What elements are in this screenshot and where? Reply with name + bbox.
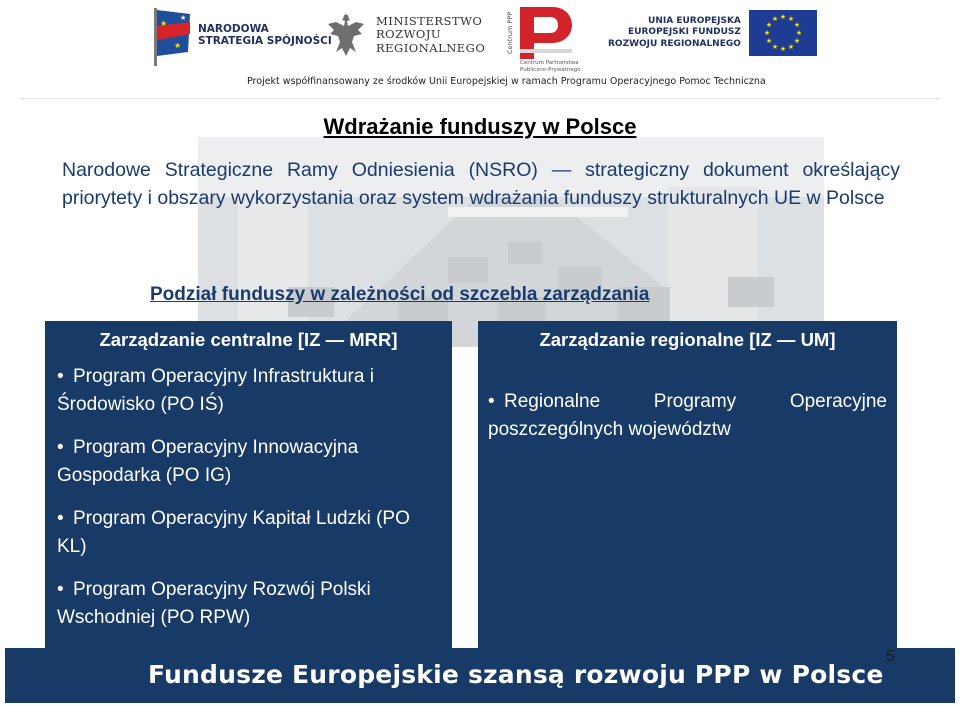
bullet-icon: • — [57, 508, 64, 529]
page-title: Wdrażanie funduszy w Polsce — [323, 114, 637, 139]
regional-panel-heading: Zarządzanie regionalne [IZ — UM] — [539, 329, 836, 350]
svg-text:★: ★ — [763, 29, 771, 37]
cpp-side-text: Centrum PPP — [506, 11, 514, 55]
flag-icon — [152, 4, 194, 68]
footer-text: Fundusze Europejskie szansą rozwoju PPP w Polsce — [148, 660, 884, 689]
svg-text:★: ★ — [779, 13, 787, 21]
svg-text:★: ★ — [787, 43, 795, 51]
bullet-icon: • — [57, 366, 64, 387]
intro-paragraph: Narodowe Strategiczne Ramy Odniesienia (NSRO) — strategiczny dokument określający priorytety i obszary wykorzystania oraz system wdrażania funduszy strukturalnych UE w Polsce — [62, 159, 900, 209]
list-item — [488, 388, 887, 444]
list-item — [57, 363, 442, 419]
mrr-logo-text: MINISTERSTWO ROZWOJU REGIONALNEGO — [376, 14, 486, 55]
cpp-caption: Centrum Partnerstwa Publiczno-Prywatnego — [520, 60, 581, 73]
footer-banner — [5, 648, 955, 703]
logo-bar — [0, 0, 960, 102]
eu-flag-icon — [749, 10, 817, 56]
cpp-logo — [506, 2, 581, 73]
central-management-panel — [45, 321, 452, 649]
list-item — [57, 576, 442, 632]
eagle-emblem-icon — [326, 12, 366, 58]
svg-text:★: ★ — [793, 37, 801, 45]
letter-p-icon — [516, 5, 578, 61]
list-item-text: Regionalne Programy Operacyjne poszczególnych województw — [488, 391, 887, 440]
ue-logo-text: UNIA EUROPEJSKA EUROPEJSKI FUNDUSZ ROZWOJU REGIONALNEGO — [608, 16, 741, 49]
list-item — [57, 434, 442, 490]
list-item-text: Program Operacyjny Innowacyjna Gospodarka (PO IG) — [57, 437, 359, 486]
list-item — [57, 505, 442, 561]
section-subtitle: Podział funduszy w zależności od szczebla zarządzania — [150, 284, 650, 305]
list-item-text: Program Operacyjny Rozwój Polski Wschodniej (PO RPW) — [57, 579, 371, 628]
central-panel-heading: Zarządzanie centralne [IZ — MRR] — [99, 329, 398, 350]
svg-text:★: ★ — [795, 29, 803, 37]
svg-text:★: ★ — [180, 15, 187, 22]
page-number: 5 — [886, 648, 895, 665]
svg-text:★: ★ — [765, 37, 773, 45]
list-item-text: Program Operacyjny Kapitał Ludzki (PO KL) — [57, 508, 410, 557]
svg-text:★: ★ — [779, 45, 787, 53]
svg-text:★: ★ — [765, 21, 773, 29]
regional-program-list — [478, 388, 897, 444]
mrr-logo — [326, 12, 485, 58]
header-divider — [20, 98, 940, 99]
list-item-text: Program Operacyjny Infrastruktura i Środowisko (PO IŚ) — [57, 366, 374, 415]
cofinancing-caption: Projekt współfinansowany ze środków Unii Europejskiej w ramach Programu Operacyjnego Pomoc Techniczna — [247, 76, 766, 87]
svg-text:★: ★ — [787, 15, 795, 23]
bullet-icon: • — [488, 391, 495, 412]
svg-text:★: ★ — [793, 21, 801, 29]
svg-text:★: ★ — [160, 19, 168, 28]
central-program-list — [45, 363, 452, 632]
bullet-icon: • — [57, 579, 64, 600]
nss-logo-text: NARODOWA STRATEGIA SPÓJNOŚCI — [198, 23, 332, 47]
svg-text:★: ★ — [174, 41, 182, 50]
ue-logo — [608, 10, 817, 56]
nss-logo — [152, 4, 332, 68]
svg-text:★: ★ — [771, 43, 779, 51]
regional-management-panel — [478, 321, 897, 649]
bullet-icon: • — [57, 437, 64, 458]
svg-text:★: ★ — [771, 15, 779, 23]
